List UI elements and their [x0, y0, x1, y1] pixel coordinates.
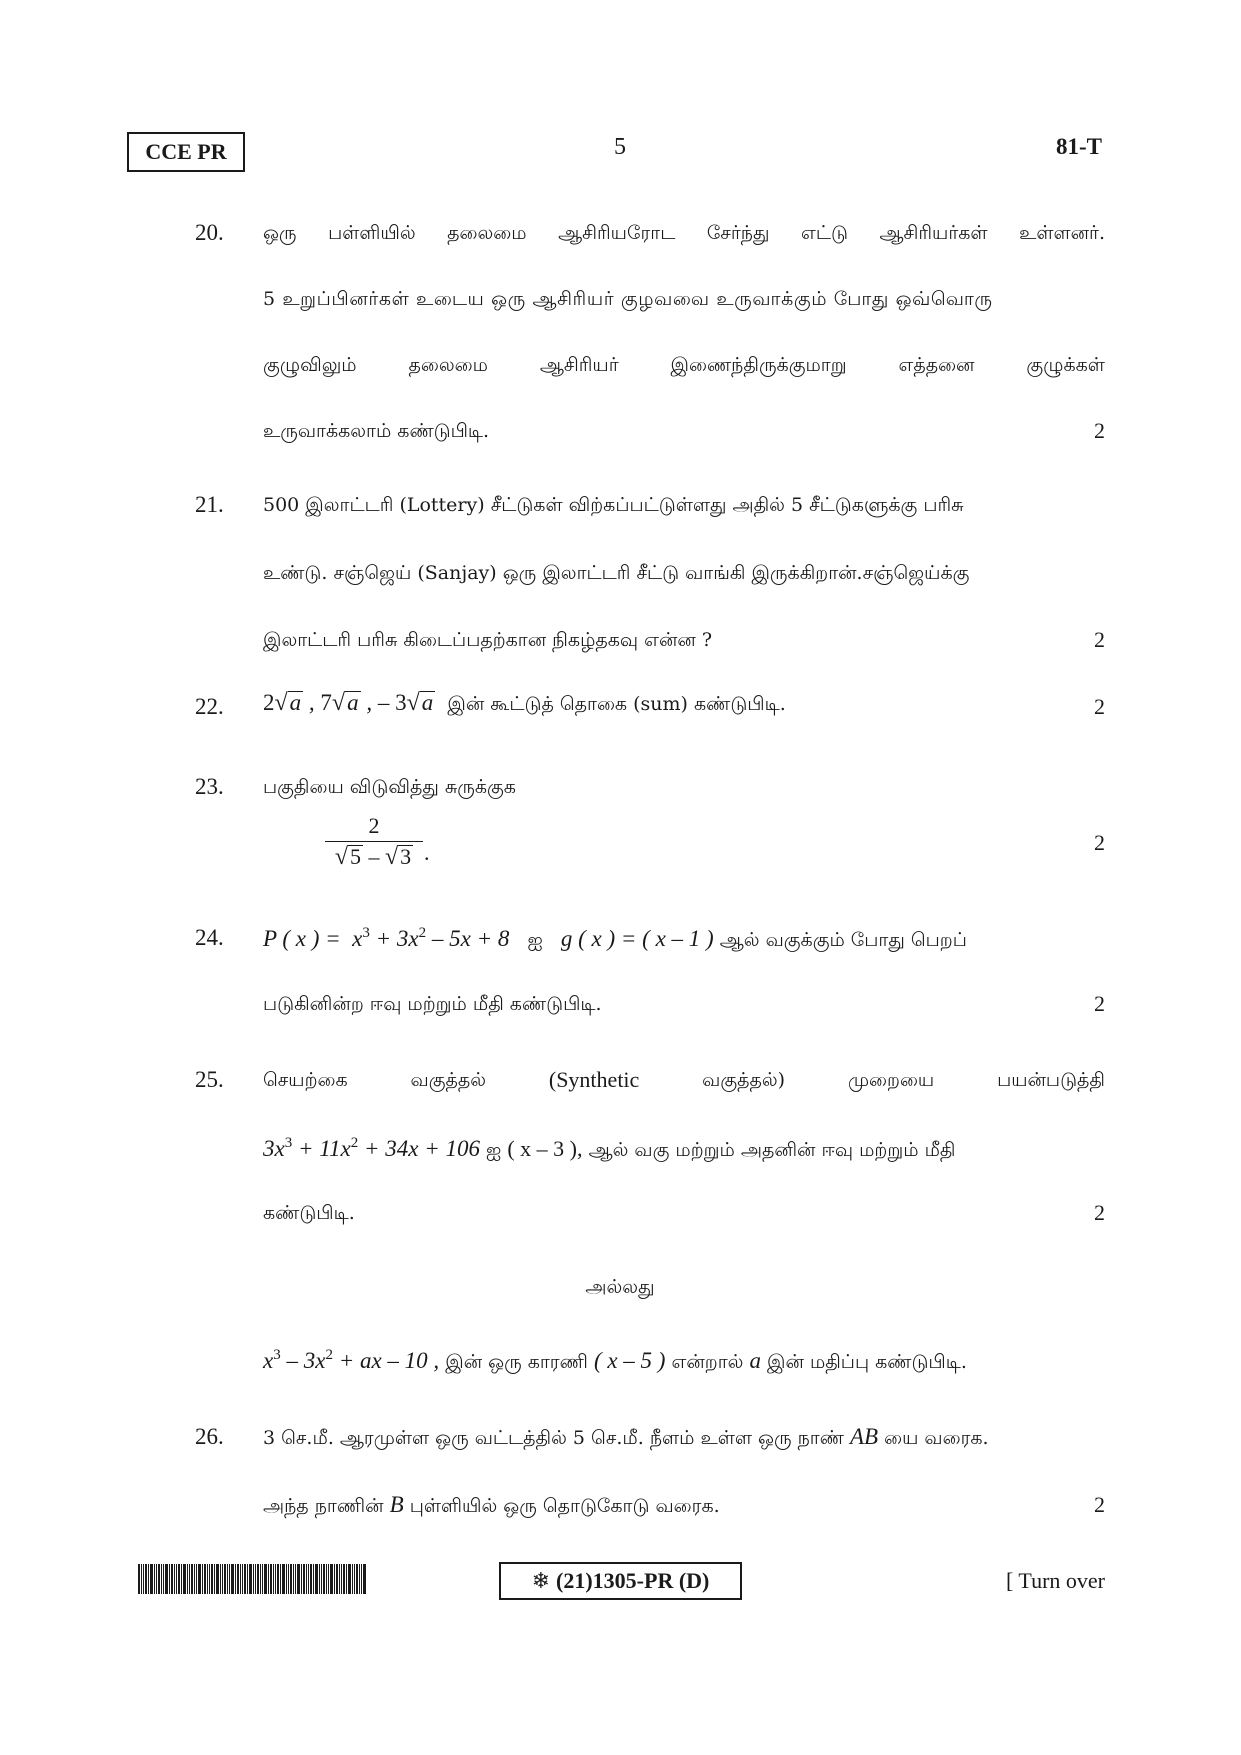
q25-line1	[263, 1067, 1105, 1093]
snowflake-icon: ❄	[531, 1568, 551, 1593]
q22-term3: – 3√a	[377, 690, 434, 716]
q26-line1	[263, 1424, 1105, 1451]
q20-line4: உருவாக்கலாம் கண்டுபிடி.	[263, 420, 490, 442]
q25-alt-text2: என்றால்	[671, 1351, 744, 1373]
q22-term2: 7√a	[320, 690, 359, 716]
q21-line2: உண்டு. சஞ்ஜெய் (Sanjay) ஒரு இலாட்டரி சீட்டு வாங்கி இருக்கிறான்.சஞ்ஜெய்க்கு	[263, 562, 970, 584]
q22-text: இன் கூட்டுத் தொகை (sum) கண்டுபிடி.	[447, 693, 786, 715]
q21-line1: 500 இலாட்டரி (Lottery) சீட்டுகள் விற்கப்பட்டுள்ளது அதில் 5 சீட்டுகளுக்கு பரிசு	[263, 494, 964, 516]
q25-word: வகுத்தல்)	[702, 1069, 786, 1091]
q23-fraction	[325, 813, 423, 871]
q25-text: ஆல் வகு மற்றும் அதனின் ஈவு மற்றும் மீதி	[588, 1139, 956, 1161]
q20-word: ஆசிரியர்	[539, 354, 619, 376]
q20-word: உள்ளனர்.	[1019, 222, 1105, 244]
q24-expr: P ( x ) = $x^3 + 3x^2 - 5x + 8$	[263, 925, 510, 951]
q22-term1: 2√a	[263, 690, 302, 716]
q25-word: (Synthetic	[548, 1067, 640, 1092]
q20-line3	[263, 352, 1105, 378]
q22-number: 22.	[195, 694, 224, 719]
q23-text: பகுதியை விடுவித்து சுருக்குக	[263, 776, 516, 798]
page-number: 5	[614, 134, 626, 160]
q26-chord: AB	[849, 1424, 879, 1449]
q20-word: எட்டு	[801, 222, 848, 244]
footer-code: (21)1305-PR (D)	[556, 1568, 710, 1593]
q25-word: செயற்கை	[263, 1069, 348, 1091]
barcode	[138, 1564, 366, 1594]
q24-line2: படுகினின்ற ஈவு மற்றும் மீதி கண்டுபிடி.	[263, 993, 602, 1015]
or-label: அல்லது	[585, 1276, 655, 1298]
q25-alt-var: a	[749, 1348, 761, 1373]
q20-mark: 2	[1094, 418, 1105, 443]
q24-mark: 2	[1094, 991, 1105, 1016]
q23-number: 23.	[195, 774, 224, 799]
q25-word: முறையை	[847, 1069, 935, 1091]
q25-number: 25.	[195, 1067, 224, 1092]
paper-code: 81-T	[1056, 134, 1102, 159]
q20-word: குழுக்கள்	[1026, 354, 1105, 376]
q23-denominator: √5 – √3	[334, 844, 412, 870]
q25-word: வகுத்தல்	[410, 1069, 487, 1091]
q20-word: ஒரு	[263, 222, 297, 244]
q25-alt-text3: இன் மதிப்பு கண்டுபிடி.	[767, 1351, 967, 1373]
q20-line2: 5 உறுப்பினர்கள் உடைய ஒரு ஆசிரியர் குழவவை உருவாக்கும் போது ஒவ்வொரு	[263, 288, 993, 310]
q20-line1	[263, 220, 1105, 246]
q24-line1	[263, 920, 1105, 953]
q21-mark: 2	[1094, 627, 1105, 652]
q20-word: எத்தனை	[898, 354, 975, 376]
q26-point: B	[389, 1492, 404, 1517]
q20-number: 20.	[195, 220, 224, 245]
q25-divisor: ( x – 3 ),	[507, 1136, 583, 1161]
q25-mid: ஐ	[486, 1139, 502, 1161]
turn-over: [ Turn over	[1005, 1568, 1105, 1593]
q25-expr: $3x^3 + 11x^2 + 34x + 106$	[263, 1135, 480, 1161]
q22-mark: 2	[1094, 694, 1105, 719]
q26-line2	[263, 1492, 1105, 1519]
q21-number: 21.	[195, 492, 224, 517]
q20-word: சேர்ந்து	[706, 222, 770, 244]
q24-divisor: g ( x ) = ( x – 1 )	[560, 926, 714, 951]
footer-code-box	[499, 1562, 742, 1600]
q26-line2a: அந்த நாணின்	[263, 1495, 384, 1517]
q26-number: 26.	[195, 1424, 224, 1449]
q20-word: பள்ளியில்	[328, 222, 416, 244]
q21-line3: இலாட்டரி பரிசு கிடைப்பதற்கான நிகழ்தகவு என்ன ?	[263, 629, 713, 651]
q25-alt-text1: இன் ஒரு காரணி	[445, 1351, 588, 1373]
q25-word: பயன்படுத்தி	[997, 1069, 1105, 1091]
q24-mid: ஐ	[527, 929, 543, 951]
q22-line: 2√a , 7√a , – 3√a இன் கூட்டுத் தொகை (sum) கண்டுபிடி.	[263, 690, 786, 716]
q20-word: ஆசிரியரோட	[558, 222, 676, 244]
q23-numerator: 2	[325, 813, 423, 842]
q24-number: 24.	[195, 925, 224, 950]
q20-word: இணைந்திருக்குமாறு	[670, 354, 847, 376]
q25-line2	[263, 1130, 1105, 1163]
q26-text1: 3 செ.மீ. ஆரமுள்ள ஒரு வட்டத்தில் 5 செ.மீ. நீளம் உள்ள ஒரு நாண்	[263, 1427, 844, 1449]
q24-text1: ஆல் வகுக்கும் போது பெறப்	[719, 929, 967, 951]
q20-word: தலைமை	[408, 354, 488, 376]
q26-text2: யை வரைக.	[884, 1427, 989, 1449]
q20-word: ஆசிரியர்கள்	[879, 222, 988, 244]
q25-mark: 2	[1094, 1200, 1105, 1225]
q26-mark: 2	[1094, 1492, 1105, 1517]
cce-pr-label: CCE PR	[145, 139, 227, 164]
cce-pr-box	[127, 132, 245, 172]
q23-period: .	[424, 840, 430, 865]
q20-word: தலைமை	[447, 222, 527, 244]
q25-alt-line	[263, 1342, 1105, 1375]
q23-mark: 2	[1094, 830, 1105, 855]
q25-alt-factor: ( x – 5 )	[593, 1348, 666, 1373]
q26-line2b: புள்ளியில் ஒரு தொடுகோடு வரைக.	[409, 1495, 720, 1517]
q20-word: குழுவிலும்	[263, 354, 357, 376]
q25-line3: கண்டுபிடி.	[263, 1202, 355, 1224]
q25-alt-expr: $x^3 - 3x^2$ + ax – 10 ,	[263, 1347, 440, 1373]
